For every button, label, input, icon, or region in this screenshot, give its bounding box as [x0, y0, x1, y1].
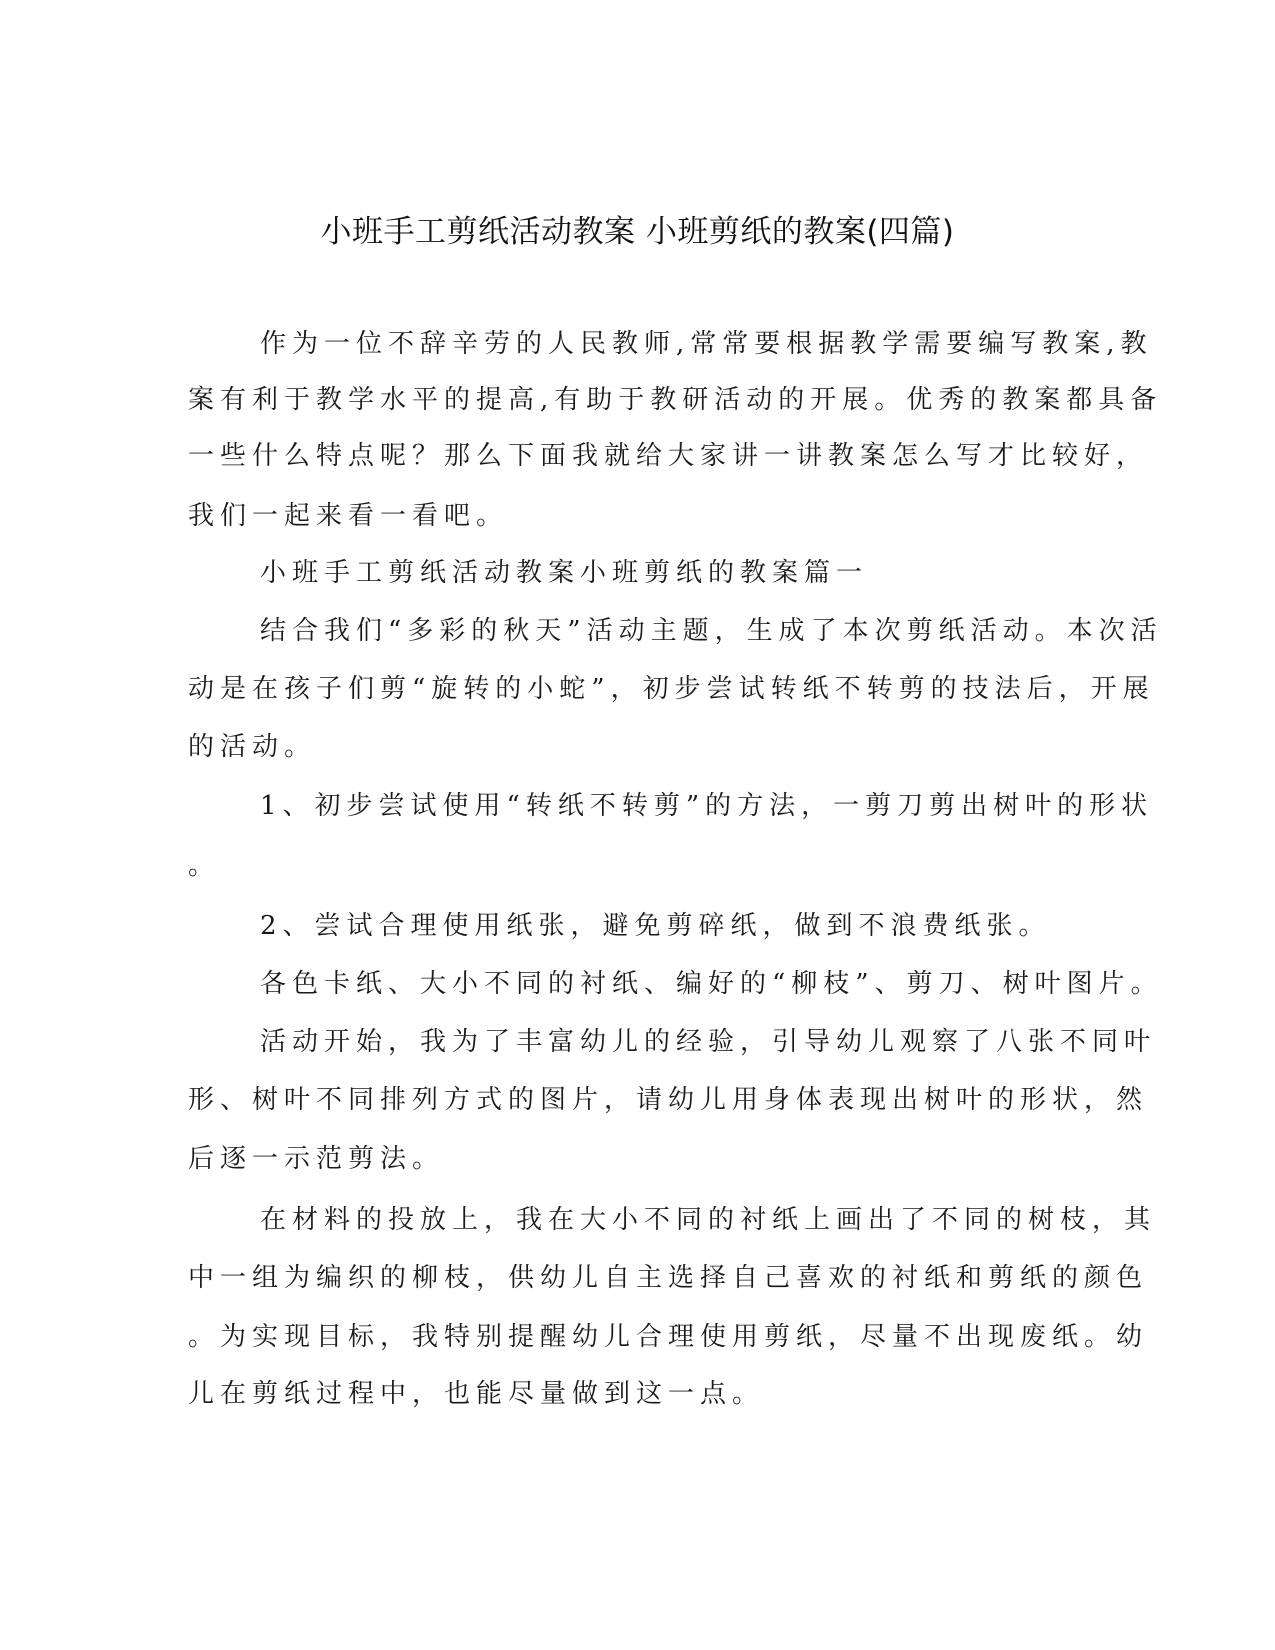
text-line: 1、初步尝试使用“转纸不转剪”的方法，一剪刀剪出树叶的形状 [260, 791, 1154, 821]
text-line: 的活动。 [188, 732, 317, 762]
text-line: 后逐一示范剪法。 [188, 1144, 445, 1174]
text-line: 活动开始，我为了丰富幼儿的经验，引导幼儿观察了八张不同叶 [260, 1027, 1157, 1057]
text-line: 2、尝试合理使用纸张，避免剪碎纸，做到不浪费纸张。 [260, 911, 1051, 941]
text-line: 。 [188, 851, 221, 881]
text-line: 动是在孩子们剪“旋转的小蛇”，初步尝试转纸不转剪的技法后，开展 [188, 674, 1155, 704]
document-title: 小班手工剪纸活动教案 小班剪纸的教案(四篇) [320, 214, 955, 250]
text-line: 中一组为编织的柳枝，供幼儿自主选择自己喜欢的衬纸和剪纸的颜色 [188, 1263, 1149, 1293]
text-line: 。为实现目标，我特别提醒幼儿合理使用剪纸，尽量不出现废纸。幼 [188, 1322, 1149, 1352]
text-line: 一些什么特点呢？那么下面我就给大家讲一讲教案怎么写才比较好， [188, 441, 1149, 471]
text-line: 儿在剪纸过程中，也能尽量做到这一点。 [188, 1379, 765, 1409]
text-line: 在材料的投放上，我在大小不同的衬纸上画出了不同的树枝，其 [260, 1205, 1157, 1235]
text-line: 案有利于教学水平的提高,有助于教研活动的开展。优秀的教案都具备 [188, 385, 1163, 415]
text-line: 我们一起来看一看吧。 [188, 501, 509, 531]
text-line: 形、树叶不同排列方式的图片，请幼儿用身体表现出树叶的形状，然 [188, 1085, 1149, 1115]
text-line: 作为一位不辞辛劳的人民教师,常常要根据教学需要编写教案,教 [260, 329, 1153, 359]
text-line: 各色卡纸、大小不同的衬纸、编好的“柳枝”、剪刀、树叶图片。 [260, 969, 1163, 999]
section-heading: 小班手工剪纸活动教案小班剪纸的教案篇一 [260, 558, 869, 588]
text-line: 结合我们“多彩的秋天”活动主题，生成了本次剪纸活动。本次活 [260, 616, 1163, 646]
